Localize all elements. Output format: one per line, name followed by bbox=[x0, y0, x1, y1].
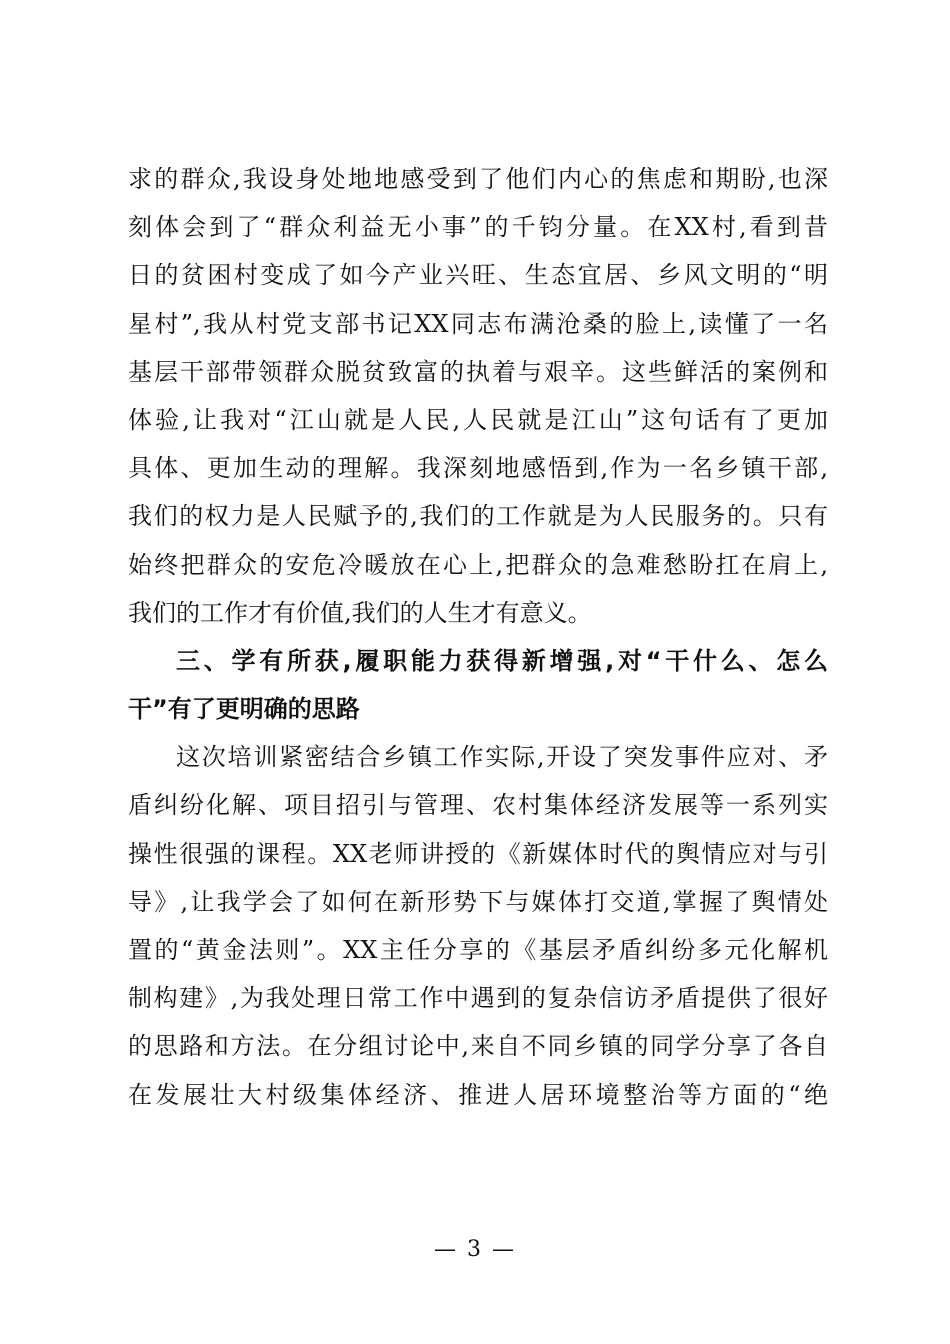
body-line: 制构建》,为我处理日常工作中遇到的复杂信访矛盾提供了很好 bbox=[128, 984, 828, 1013]
body-line: 基层干部带领群众脱贫致富的执着与艰辛。这些鲜活的案例和 bbox=[128, 357, 828, 386]
section-heading-line: 干”有了更明确的思路 bbox=[128, 695, 360, 724]
body-line: 我们的权力是人民赋予的,我们的工作就是为人民服务的。只有 bbox=[128, 502, 828, 531]
page-number: — 3 — bbox=[434, 1237, 516, 1262]
body-line: 盾纠纷化解、项目招引与管理、农村集体经济发展等一系列实 bbox=[128, 791, 828, 820]
body-line: 的思路和方法。在分组讨论中,来自不同乡镇的同学分享了各自 bbox=[128, 1032, 828, 1061]
body-line: 求的群众,我设身处地地感受到了他们内心的焦虑和期盼,也深 bbox=[128, 165, 828, 193]
body-line: 具体、更加生动的理解。我深刻地感悟到,作为一名乡镇干部, bbox=[128, 454, 828, 483]
body-line: 在发展壮大村级集体经济、推进人居环境整治等方面的“绝 bbox=[128, 1080, 828, 1109]
body-line: 我们的工作才有价值,我们的人生才有意义。 bbox=[128, 598, 592, 627]
body-line: 置的“黄金法则”。XX主任分享的《基层矛盾纠纷多元化解机 bbox=[128, 936, 828, 964]
body-line: 日的贫困村变成了如今产业兴旺、生态宜居、乡风文明的“明 bbox=[128, 261, 828, 290]
section-heading-line: 三、学有所获,履职能力获得新增强,对“干什么、怎么 bbox=[176, 646, 828, 675]
body-line: 始终把群众的安危冷暖放在心上,把群众的急难愁盼扛在肩上, bbox=[128, 550, 828, 579]
body-line: 导》,让我学会了如何在新形势下与媒体打交道,掌握了舆情处 bbox=[128, 887, 828, 916]
document-body bbox=[128, 155, 828, 1119]
body-line: 刻体会到了“群众利益无小事”的千钧分量。在XX村,看到昔 bbox=[128, 213, 828, 242]
body-line: 这次培训紧密结合乡镇工作实际,开设了突发事件应对、矛 bbox=[176, 743, 828, 772]
body-line: 星村”,我从村党支部书记XX同志布满沧桑的脸上,读懂了一名 bbox=[128, 309, 828, 338]
body-line: 操性很强的课程。XX老师讲授的《新媒体时代的舆情应对与引 bbox=[128, 839, 828, 868]
body-line: 体验,让我对“江山就是人民,人民就是江山”这句话有了更加 bbox=[128, 405, 828, 434]
